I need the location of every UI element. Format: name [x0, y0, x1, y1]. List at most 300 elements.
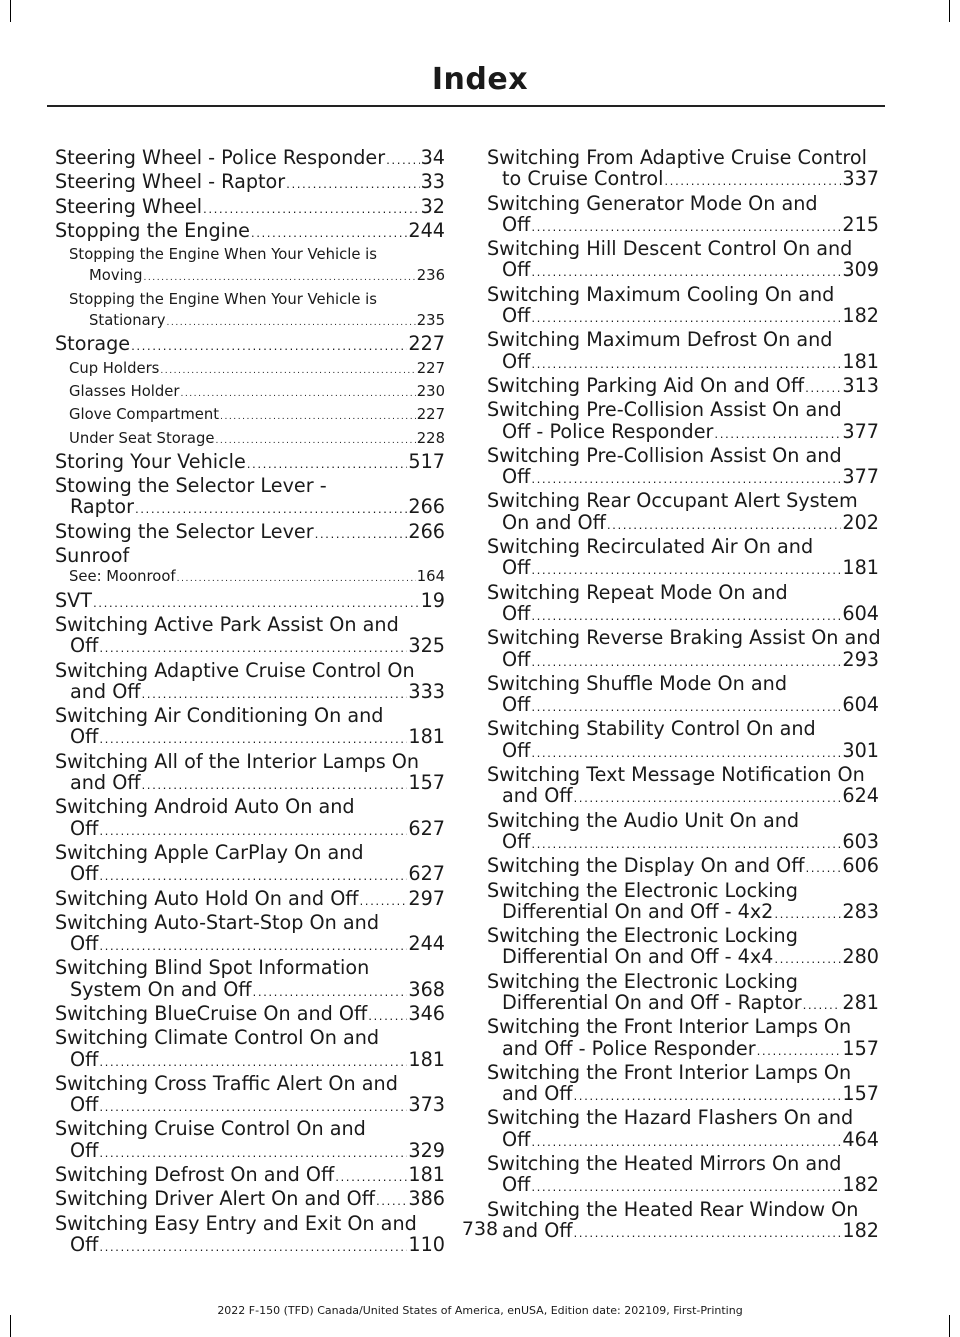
dot-leader — [386, 150, 419, 171]
index-entry-label: Moving — [89, 267, 143, 285]
index-entry-line — [487, 351, 879, 375]
index-entry-label: Steering Wheel - Raptor — [55, 170, 286, 194]
index-entry — [487, 925, 879, 971]
index-entry — [487, 971, 879, 1017]
dot-leader — [142, 684, 408, 705]
index-entry-page: 236 — [416, 267, 445, 285]
index-entry-page: 329 — [408, 1138, 445, 1162]
index-entry-line — [55, 1049, 445, 1073]
dot-leader — [251, 223, 407, 244]
index-entry-page: 293 — [842, 647, 879, 671]
index-entry — [55, 912, 445, 958]
dot-leader — [135, 499, 407, 520]
index-entry-label: Switching Cross Traffic Alert On and — [55, 1071, 398, 1095]
index-entry-label: and Off — [502, 784, 573, 808]
index-entry-label: Off — [502, 349, 531, 373]
index-entry — [487, 375, 879, 399]
index-column-right — [487, 147, 879, 1244]
index-entry-label: Switching Shuffle Mode On and — [487, 671, 788, 695]
index-entry — [487, 536, 879, 582]
dot-leader — [531, 697, 841, 718]
index-entry-page: 32 — [420, 194, 445, 218]
dot-leader — [99, 1237, 407, 1258]
index-entry-line — [55, 1027, 445, 1048]
dot-leader — [607, 515, 841, 536]
index-entry — [55, 1164, 445, 1188]
index-entry-label: Off — [70, 932, 99, 956]
index-entry-page: 373 — [408, 1093, 445, 1117]
index-entry-line — [55, 957, 445, 978]
dot-leader — [99, 1143, 407, 1164]
index-entry — [55, 475, 445, 521]
dot-leader — [315, 524, 408, 545]
index-entry-line — [55, 147, 445, 171]
index-entry-page: 283 — [842, 899, 879, 923]
index-entry-page: 164 — [416, 568, 445, 586]
index-subentry — [55, 566, 445, 589]
index-entry-line — [55, 888, 445, 912]
dot-leader — [99, 638, 407, 659]
index-entry-page: 337 — [842, 167, 879, 191]
index-entry-line — [55, 726, 445, 750]
index-entry-line — [487, 193, 879, 214]
dot-leader — [99, 1097, 407, 1118]
index-entry-label: On and Off — [502, 510, 606, 534]
index-entry-label: Off — [70, 1093, 99, 1117]
index-entry — [487, 718, 879, 764]
index-entry-page: 182 — [842, 1218, 879, 1242]
index-entry-line — [69, 381, 445, 404]
index-entry — [487, 764, 879, 810]
index-entry — [487, 193, 879, 239]
index-entry-label: Off — [70, 1232, 99, 1256]
dot-leader — [99, 1052, 407, 1073]
index-entry-label: Off — [502, 829, 531, 853]
index-entry — [55, 614, 445, 660]
index-entry-line — [487, 1016, 879, 1037]
index-entry-line — [487, 925, 879, 946]
index-entry-line — [69, 244, 445, 265]
index-entry-line — [487, 259, 879, 283]
index-entry-page: 19 — [420, 588, 445, 612]
index-entry-line — [487, 880, 879, 901]
index-entry-line — [487, 168, 879, 192]
index-entry-page: 244 — [408, 218, 445, 242]
dot-leader — [286, 174, 419, 195]
dot-leader — [531, 606, 841, 627]
index-entry-page: 464 — [842, 1127, 879, 1151]
index-entry-label: Steering Wheel - Police Responder — [55, 146, 386, 169]
dot-leader — [99, 866, 407, 887]
index-entry-line — [55, 590, 445, 614]
index-entry-line — [487, 785, 879, 809]
index-entry-line — [487, 1107, 879, 1128]
index-entry-page: 624 — [842, 784, 879, 808]
index-entry — [487, 627, 879, 673]
index-entry-line — [69, 566, 445, 589]
index-entry-label: Switching Climate Control On and — [55, 1026, 380, 1050]
index-entry-page: 235 — [416, 312, 445, 330]
index-entry-line — [55, 1073, 445, 1094]
index-entry-line — [55, 796, 445, 817]
index-entry-line — [487, 147, 879, 168]
index-entry-label: Switching the Front Interior Lamps On — [487, 1015, 852, 1039]
dot-leader — [142, 775, 408, 796]
index-entry — [487, 329, 879, 375]
index-subentry — [55, 381, 445, 404]
index-entry-page: 244 — [408, 932, 445, 956]
dot-leader — [143, 267, 415, 288]
index-entry-page: 325 — [408, 634, 445, 658]
index-entry-label: Off - Police Responder — [502, 419, 714, 443]
index-entry-label: Switching Text Message Notification On — [487, 763, 865, 787]
index-entry-line — [55, 681, 445, 705]
index-entry-line — [55, 635, 445, 659]
index-entry-line — [55, 545, 445, 566]
index-entry-line — [487, 557, 879, 581]
index-entry-label: Switching the Display On and Off — [487, 854, 805, 878]
index-entry-label: Off — [502, 258, 531, 282]
index-entry — [55, 1003, 445, 1027]
index-entry — [55, 333, 445, 357]
index-entry-page: 627 — [408, 862, 445, 886]
dot-leader — [335, 1167, 407, 1188]
index-entry-page: 603 — [842, 829, 879, 853]
dot-leader — [574, 788, 842, 809]
index-column-left — [55, 147, 445, 1258]
dot-leader — [360, 891, 408, 912]
index-subentry — [55, 289, 445, 334]
footer-edition: 2022 F-150 (TFD) Canada/United States of America, enUSA, Edition date: 202109, First-Printing — [217, 1304, 743, 1317]
index-entry — [487, 880, 879, 926]
index-entry — [487, 1016, 879, 1062]
index-entry — [487, 399, 879, 445]
index-entry-label: Switching the Audio Unit On and — [487, 808, 800, 832]
index-entry-page: 110 — [408, 1232, 445, 1256]
dot-leader — [531, 354, 841, 375]
index-entry-line — [487, 1062, 879, 1083]
index-entry-page: 346 — [408, 1001, 445, 1025]
index-entry — [487, 855, 879, 879]
index-entry-label: Off — [70, 862, 99, 886]
index-entry-label: Raptor — [70, 495, 134, 519]
index-entry-label: SVT — [55, 588, 93, 612]
index-entry-page: 297 — [408, 886, 445, 910]
index-entry-label: Switching From Adaptive Cruise Control — [487, 146, 867, 169]
index-entry-label: Switching Defrost On and Off — [55, 1163, 335, 1187]
index-entry-line — [55, 451, 445, 475]
index-entry-line — [487, 673, 879, 694]
index-entry-line — [55, 196, 445, 220]
index-entry-line — [487, 992, 879, 1016]
index-entry-page: 215 — [842, 212, 879, 236]
index-entry-line — [69, 428, 445, 451]
header-rule — [47, 105, 885, 107]
index-entry-line — [69, 265, 445, 288]
index-entry-line — [487, 831, 879, 855]
dot-leader — [160, 360, 415, 381]
index-entry-page: 157 — [842, 1036, 879, 1060]
index-entry-label: Differential On and Off - Raptor — [502, 990, 802, 1014]
index-entry-line — [487, 740, 879, 764]
index-entry-label: Sunroof — [55, 544, 130, 568]
index-entry-label: Steering Wheel — [55, 194, 203, 218]
index-entry-label: Switching All of the Interior Lamps On — [55, 749, 420, 773]
index-entry-page: 604 — [842, 601, 879, 625]
index-entry-label: Switching Apple CarPlay On and — [55, 840, 364, 864]
index-entry — [55, 545, 445, 566]
index-entry-line — [55, 660, 445, 681]
index-entry-line — [55, 521, 445, 545]
dot-leader — [531, 308, 841, 329]
index-entry-page: 227 — [416, 406, 445, 424]
index-entry-label: Switching the Hazard Flashers On and — [487, 1106, 854, 1130]
index-entry — [55, 220, 445, 244]
index-entry-page: 280 — [842, 945, 879, 969]
dot-leader — [180, 383, 415, 404]
index-entry-label: Off — [502, 556, 531, 580]
index-entry-page: 517 — [408, 449, 445, 473]
index-entry-label: Switching BlueCruise On and Off — [55, 1001, 368, 1025]
index-entry-line — [55, 1003, 445, 1027]
index-entry-label: Stationary — [89, 312, 166, 330]
index-entry-label: Switching the Electronic Locking — [487, 969, 798, 993]
dot-leader — [531, 652, 841, 673]
index-entry-label: Switching Blind Spot Information — [55, 956, 370, 980]
index-entry-line — [55, 333, 445, 357]
dot-leader — [368, 1006, 407, 1027]
page-number: 738 — [461, 1218, 499, 1240]
index-entry-label: to Cruise Control — [502, 167, 664, 191]
index-entry-label: Switching Driver Alert On and Off — [55, 1187, 376, 1211]
index-entry — [487, 1153, 879, 1199]
index-entry-line — [487, 238, 879, 259]
index-entry — [487, 147, 879, 193]
index-entry-line — [487, 855, 879, 879]
index-entry-page: 157 — [408, 771, 445, 795]
dot-leader — [167, 312, 416, 333]
dot-leader — [757, 1041, 842, 1062]
index-entry-label: Cup Holders — [69, 359, 160, 377]
index-entry-label: Off — [502, 212, 531, 236]
index-entry-label: Switching the Electronic Locking — [487, 878, 798, 902]
index-entry-line — [487, 466, 879, 490]
index-entry-page: 266 — [408, 495, 445, 519]
index-entry-page: 33 — [420, 170, 445, 194]
index-entry-line — [487, 718, 879, 739]
index-entry-line — [55, 220, 445, 244]
index-entry — [487, 1062, 879, 1108]
index-entry-page: 627 — [408, 816, 445, 840]
dot-leader — [253, 982, 408, 1003]
index-subentry — [55, 358, 445, 381]
index-subentry — [55, 428, 445, 451]
index-entry-line — [487, 649, 879, 673]
index-entry-line — [487, 214, 879, 238]
index-entry-line — [55, 1118, 445, 1139]
index-entry-page: 333 — [408, 679, 445, 703]
index-entry-label: Switching Android Auto On and — [55, 795, 355, 819]
index-entry-label: Stowing the Selector Lever — [55, 519, 314, 543]
index-entry — [55, 1118, 445, 1164]
index-entry — [487, 445, 879, 491]
index-entry-label: Differential On and Off - 4x2 — [502, 899, 774, 923]
index-entry-page: 377 — [842, 419, 879, 443]
index-entry-line — [487, 627, 879, 648]
index-entry-label: Off — [502, 693, 531, 717]
index-entry-label: and Off — [502, 1082, 573, 1106]
dot-leader — [531, 1132, 841, 1153]
dot-leader — [177, 568, 416, 589]
index-entry-label: Off — [502, 304, 531, 328]
dot-leader — [131, 336, 407, 357]
index-entry — [55, 196, 445, 220]
index-entry-line — [55, 496, 445, 520]
dot-leader — [774, 904, 841, 925]
index-entry-line — [487, 490, 879, 511]
index-entry-label: See: Moonroof — [69, 568, 176, 586]
index-entry-line — [55, 1094, 445, 1118]
index-entry-label: Switching the Electronic Locking — [487, 924, 798, 948]
dot-leader — [203, 199, 420, 220]
index-entry-page: 281 — [842, 990, 879, 1014]
index-entry-label: Off — [502, 465, 531, 489]
dot-leader — [774, 949, 841, 970]
index-entry-line — [55, 475, 445, 496]
index-entry-label: Off — [70, 1138, 99, 1162]
index-entry-label: Off — [70, 725, 99, 749]
index-entry-label: Switching Rear Occupant Alert System — [487, 489, 858, 513]
index-entry-label: Switching Easy Entry and Exit On and — [55, 1211, 417, 1235]
index-entry-line — [487, 1083, 879, 1107]
index-entry-line — [487, 329, 879, 350]
index-entry-line — [487, 445, 879, 466]
index-entry-page: 34 — [420, 146, 445, 169]
index-entry — [55, 171, 445, 195]
index-entry-page: 202 — [842, 510, 879, 534]
index-entry-line — [55, 1140, 445, 1164]
index-entry — [55, 660, 445, 706]
index-entry — [55, 957, 445, 1003]
index-entry-label: Storage — [55, 332, 131, 356]
index-entry-page: 181 — [408, 1047, 445, 1071]
index-entry-line — [487, 971, 879, 992]
index-entry-label: Off — [502, 1127, 531, 1151]
dot-leader — [803, 995, 842, 1016]
index-entry-page: 227 — [408, 332, 445, 356]
index-entry — [55, 590, 445, 614]
dot-leader — [531, 743, 841, 764]
index-entry-label: and Off — [70, 679, 141, 703]
dot-leader — [806, 858, 842, 879]
index-entry-page: 181 — [842, 556, 879, 580]
index-entry-line — [487, 901, 879, 925]
index-entry — [55, 1073, 445, 1119]
index-entry-line — [55, 863, 445, 887]
index-entry-line — [487, 1153, 879, 1174]
index-entry-label: Under Seat Storage — [69, 429, 215, 447]
index-entry — [55, 888, 445, 912]
index-entry-label: Glasses Holder — [69, 382, 180, 400]
index-entry-label: Off — [70, 634, 99, 658]
index-entry-label: Off — [70, 816, 99, 840]
index-entry-page: 266 — [408, 519, 445, 543]
index-entry — [55, 1027, 445, 1073]
index-entry-label: Off — [502, 1173, 531, 1197]
index-entry-line — [487, 1038, 879, 1062]
index-entry-page: 182 — [842, 304, 879, 328]
index-entry-page: 368 — [408, 977, 445, 1001]
index-entry — [487, 673, 879, 719]
index-entry-label: Switching Reverse Braking Assist On and — [487, 626, 881, 650]
index-entry-label: Switching Auto Hold On and Off — [55, 886, 359, 910]
index-entry-line — [487, 946, 879, 970]
index-entry-line — [487, 764, 879, 785]
index-entry-label: Off — [502, 601, 531, 625]
dot-leader — [531, 217, 841, 238]
index-entry-label: Switching Recirculated Air On and — [487, 535, 814, 559]
index-entry-page: 606 — [842, 854, 879, 878]
index-entry — [487, 284, 879, 330]
index-entry-label: Switching the Front Interior Lamps On — [487, 1060, 852, 1084]
index-entry-page: 377 — [842, 465, 879, 489]
index-entry-line — [55, 842, 445, 863]
index-entry-label: and Off — [502, 1218, 573, 1242]
index-entry-line — [69, 310, 445, 333]
index-entry-line — [487, 399, 879, 420]
dot-leader — [531, 834, 841, 855]
index-entry-line — [55, 818, 445, 842]
index-entry-page: 182 — [842, 1173, 879, 1197]
index-entry-label: Switching Pre-Collision Assist On and — [487, 398, 842, 422]
dot-leader — [93, 593, 420, 614]
index-entry-label: Switching Auto-Start-Stop On and — [55, 910, 380, 934]
index-entry-line — [69, 404, 445, 427]
index-entry-line — [69, 289, 445, 310]
index-entry-page: 309 — [842, 258, 879, 282]
index-entry — [487, 238, 879, 284]
dot-leader — [99, 821, 407, 842]
index-entry-label: Off — [502, 738, 531, 762]
index-entry-label: Stopping the Engine When Your Vehicle is — [69, 290, 377, 308]
crop-mark — [949, 1315, 950, 1337]
index-entry-line — [55, 979, 445, 1003]
dot-leader — [99, 729, 407, 750]
index-entry-line — [487, 305, 879, 329]
crop-mark — [10, 1315, 11, 1337]
index-entry-line — [487, 421, 879, 445]
index-entry — [55, 796, 445, 842]
index-entry — [487, 1107, 879, 1153]
index-entry-label: Differential On and Off - 4x4 — [502, 945, 774, 969]
index-entry-label: Switching the Heated Rear Window On — [487, 1197, 859, 1221]
index-entry-line — [55, 1188, 445, 1212]
index-entry-page: 181 — [842, 349, 879, 373]
index-entry — [55, 147, 445, 171]
index-entry-label: Switching Repeat Mode On and — [487, 580, 788, 604]
index-entry-label: Off — [70, 1047, 99, 1071]
dot-leader — [664, 171, 841, 192]
index-entry-label: and Off — [70, 771, 141, 795]
index-entry-label: Switching Cruise Control On and — [55, 1117, 366, 1141]
index-entry-page: 313 — [842, 373, 879, 397]
index-entry-label: Switching Hill Descent Control On and — [487, 237, 853, 261]
index-entry-label: Storing Your Vehicle — [55, 449, 246, 473]
index-entry — [55, 451, 445, 475]
index-entry-label: Stopping the Engine When Your Vehicle is — [69, 246, 377, 264]
index-entry-label: Switching Parking Aid On and Off — [487, 373, 805, 397]
index-entry-line — [487, 582, 879, 603]
